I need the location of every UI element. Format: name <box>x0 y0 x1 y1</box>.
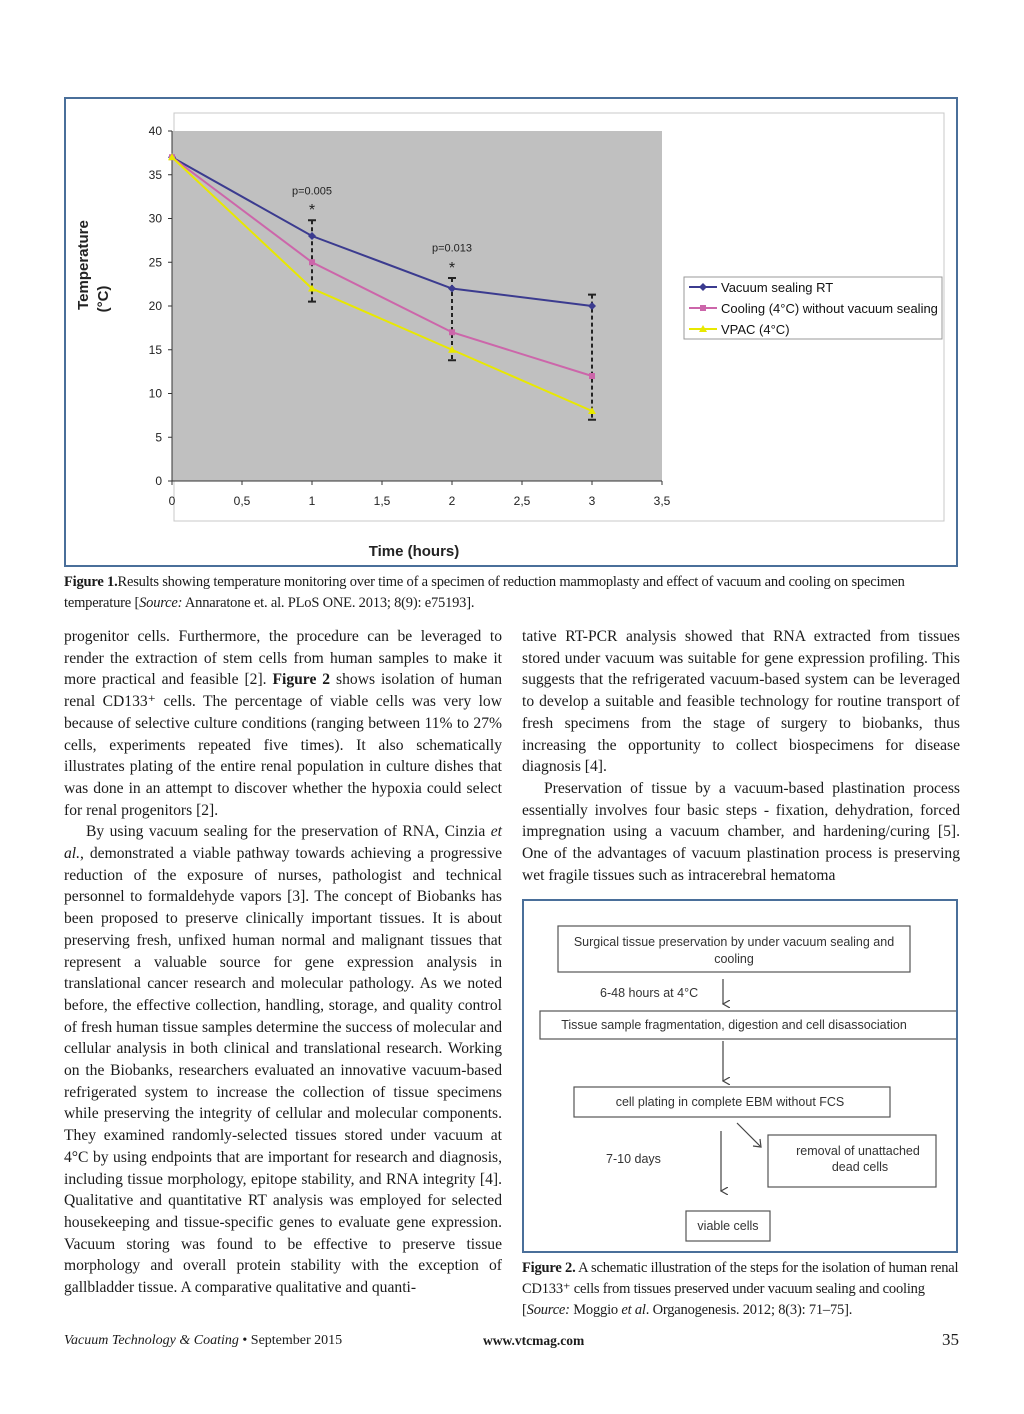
left-paragraph-2 <box>64 821 502 1298</box>
data-point-1 <box>309 259 315 265</box>
flow-box-viable-text: viable cells <box>697 1219 759 1233</box>
flow-box-fragmentation-text: Tissue sample fragmentation, digestion and cell disassociation <box>561 1018 907 1032</box>
flow-box-plating-text: cell plating in complete EBM without FCS <box>615 1095 845 1109</box>
data-point-1 <box>589 373 595 379</box>
duration-label-1: 6-48 hours at 4°C <box>600 986 699 1000</box>
chart-annotation: * <box>308 202 316 220</box>
temperature-chart <box>66 99 956 565</box>
left-p2-start: By using vacuum sealing for the preservation of RNA, Cinzia <box>86 823 491 841</box>
figure-1-caption <box>64 572 960 614</box>
legend-label-cooling: Cooling (4°C) without vacuum sealing <box>721 301 938 316</box>
figure-2-source-etal: et al <box>621 1302 646 1318</box>
footer-website[interactable]: www.vtcmag.com <box>483 1333 585 1348</box>
y-tick-label: 25 <box>148 255 162 270</box>
duration-label-2: 7-10 days <box>606 1152 661 1166</box>
figure-2-source-end: . Organogenesis. 2012; 8(3): 71–75]. <box>645 1302 853 1318</box>
figure-1-source-label: Source: <box>139 595 183 611</box>
figure-1 <box>64 97 958 567</box>
arrow-4 <box>737 1123 760 1146</box>
y-tick-label: 20 <box>148 299 162 313</box>
x-axis-label: Time (hours) <box>368 543 460 560</box>
left-p2-etal: et al. <box>64 823 502 863</box>
left-column <box>64 626 502 1299</box>
y-tick-label: 40 <box>148 124 162 138</box>
footer-issue: September 2015 <box>250 1333 343 1348</box>
left-p2-rest: , demonstrated a viable pathway towards achieving a progressive reduction of the exposure of nurses, pathologist and technical personnel to formaldehyde vapors [3]. The concept of Biobanks has been proposed to preserve clinically important tissues. It is about preserving fresh, unfixed human normal and malignant tissues that represent a valuable source for gene expression analysis in translational cancer research and molecular pathology. As we noted before, the effective collection, handling, storage, and quality control of fresh human tissue samples determine the success of molecular and cellular analysis in both clinical and translational research. Working on the Biobanks, researchers evaluated an innovative vacuum-based refrigerated system to increase the collection of tissue specimens while preserving the integrity of cellular and molecular components. They examined randomly-selected tissues stored under vacuum at 4°C by using endpoints that are important for research and diagnosis, including tissue morphology, epitope stability, and RNA integrity [4]. Qualitative and quantitative RT analysis was employed for selected housekeeping and tissue-specific genes to evaluate gene expression. Vacuum storing was found to be effective to preserve tissue morphology and overall protein stability with the exception of gallbladder tissue. A comparative qualitative and quanti- <box>64 845 502 1297</box>
legend-label-vacuum: Vacuum sealing RT <box>721 280 834 295</box>
left-p1-text: progenitor cells. Furthermore, the procedure can be leveraged to render the extraction of stem cells from human samples to make it more practical and feasible [2]. <box>64 628 502 689</box>
right-paragraph-2: Preservation of tissue by a vacuum-based plastination process essentially involves four basic steps - fixation, dehydration, forced impregnation using a vacuum chamber, and hardening/curing [5]. One of the advantages of vacuum plastination process is preserving wet fragile tissues such as intracerebral hematoma <box>522 779 960 884</box>
y-tick-label: 15 <box>148 342 162 357</box>
y-axis-label-line1: Temperature <box>75 220 92 310</box>
y-tick-label: 5 <box>155 430 162 445</box>
x-tick-label: 3,5 <box>653 494 671 508</box>
figure-1-source-text: Annaratone et. al. PLoS ONE. 2013; 8(9): e75193]. <box>182 595 475 611</box>
x-tick-label: 3 <box>588 494 596 508</box>
y-tick-label: 10 <box>148 386 162 401</box>
footer-journal-name: Vacuum Technology & Coating <box>64 1333 239 1348</box>
flow-box-removal-line1: removal of unattached <box>796 1144 920 1158</box>
flowchart <box>524 901 956 1251</box>
footer-separator: • <box>238 1333 251 1348</box>
x-tick-label: 2,5 <box>513 494 531 508</box>
figure-2 <box>522 899 958 1253</box>
figure-2-source-label: Source: <box>526 1302 570 1318</box>
figure-1-caption-text: Results showing temperature monitoring over time of a specimen of reduction mammoplasty and effect of vacuum and cooling on specimen temperature [ <box>64 574 905 611</box>
right-column <box>522 626 960 886</box>
chart-annotation: * <box>448 259 456 277</box>
figure-2-caption-text: A schematic illustration of the steps for the isolation of human renal CD133⁺ cells from tissues preserved under vacuum sealing and cooling [ <box>522 1260 959 1318</box>
figure-2-label: Figure 2. <box>522 1260 576 1276</box>
data-point-1 <box>449 329 455 335</box>
x-tick-label: 0,5 <box>233 494 251 508</box>
flow-box-removal-line2: dead cells <box>831 1160 889 1174</box>
chart-annotation: p=0.005 <box>291 185 333 198</box>
figure-2-caption <box>522 1258 960 1321</box>
flow-box-preservation-line2: cooling <box>714 952 754 966</box>
figure-1-label: Figure 1. <box>64 574 118 590</box>
legend-marker-cooling <box>700 305 706 311</box>
flow-box-preservation-line1: Surgical tissue preservation by under vacuum sealing and <box>573 935 895 949</box>
chart-annotation: p=0.013 <box>431 242 473 255</box>
x-tick-label: 0 <box>168 494 176 508</box>
chart-legend <box>684 277 942 339</box>
footer-journal <box>64 1333 342 1349</box>
left-paragraph-1 <box>64 626 502 821</box>
x-tick-label: 1,5 <box>373 494 391 508</box>
right-paragraph-1: tative RT-PCR analysis showed that RNA extracted from tissues stored under vacuum was suitable for gene expression profiling. This suggests that the refrigerated vacuum-based system can be leveraged to develop a suitable and feasible technology for routine transport of fresh specimens from the stage of surgery to biobanks, thus increasing the opportunity to collect biospecimens for disease diagnosis [4]. <box>522 628 960 776</box>
y-tick-label: 35 <box>148 167 162 182</box>
y-tick-label: 30 <box>148 211 162 226</box>
legend-label-vpac: VPAC (4°C) <box>721 322 790 337</box>
figure-2-reference: Figure 2 <box>272 671 331 689</box>
y-axis-label-line2: (°C) <box>95 285 112 313</box>
x-tick-label: 2 <box>448 494 456 508</box>
page-number: 35 <box>942 1330 959 1349</box>
y-tick-label: 0 <box>155 474 162 488</box>
figure-2-source-mid: Moggio <box>569 1302 622 1318</box>
x-tick-label: 1 <box>308 494 316 508</box>
left-p1-rest: shows isolation of human renal CD133⁺ cells. The percentage of viable cells was very low because of selective culture conditions (ranging between 11% to 27% cells, experiments repeated five times). It also schematically illustrates plating of the entire renal population in culture dishes that was done in an attempt to discover whether the hypoxia could select for renal progenitors [2]. <box>64 671 502 819</box>
